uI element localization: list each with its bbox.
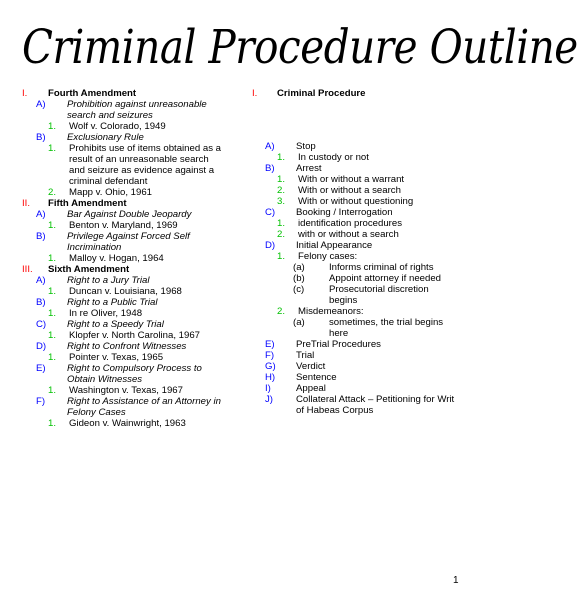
outline-marker: G) xyxy=(265,361,276,372)
outline-item: Washington v. Texas, 1967 xyxy=(69,385,183,396)
outline-marker: 1. xyxy=(277,152,286,163)
outline-item: Incrimination xyxy=(67,242,122,253)
outline-marker: H) xyxy=(265,372,276,383)
outline-marker: 1. xyxy=(48,253,57,264)
outline-item: Wolf v. Colorado, 1949 xyxy=(69,121,166,132)
outline-marker: 1. xyxy=(48,418,57,429)
outline-marker: 2. xyxy=(277,306,286,317)
outline-item: begins xyxy=(329,295,358,306)
outline-marker: (b) xyxy=(293,273,305,284)
outline-marker: 1. xyxy=(48,308,57,319)
outline-marker: 1. xyxy=(48,220,57,231)
outline-item: Right to Compulsory Process to xyxy=(67,363,202,374)
outline-item: With or without a warrant xyxy=(298,174,405,185)
outline-marker: II. xyxy=(22,198,30,209)
outline-marker: A) xyxy=(36,209,46,220)
outline-marker: I. xyxy=(252,88,258,99)
outline-item: In custody or not xyxy=(298,152,369,163)
section-heading: Fourth Amendment xyxy=(48,88,137,99)
outline-item: Felony cases: xyxy=(298,251,358,262)
outline-marker: D) xyxy=(265,240,276,251)
outline-item: of Habeas Corpus xyxy=(296,405,374,416)
outline-item: Verdict xyxy=(296,361,326,372)
outline-item: here xyxy=(329,328,349,339)
outline-item: Obtain Witnesses xyxy=(67,374,143,385)
outline-marker: 2. xyxy=(48,187,57,198)
outline-marker: B) xyxy=(265,163,275,174)
outline-item: Exclusionary Rule xyxy=(67,132,144,143)
outline-item: sometimes, the trial begins xyxy=(329,317,444,328)
outline-marker: 2. xyxy=(277,229,286,240)
outline-marker: F) xyxy=(36,396,46,407)
outline-item: Sentence xyxy=(296,372,337,383)
outline-item: Klopfer v. North Carolina, 1967 xyxy=(69,330,201,341)
outline-marker: 3. xyxy=(277,196,286,207)
outline-marker: 1. xyxy=(277,218,286,229)
outline-marker: A) xyxy=(36,99,46,110)
outline-item: PreTrial Procedures xyxy=(296,339,381,350)
document-title: Criminal Procedure Outline xyxy=(22,20,578,75)
outline-item: result of an unreasonable search xyxy=(69,154,209,165)
outline-item: Gideon v. Wainwright, 1963 xyxy=(69,418,186,429)
outline-item: identification procedures xyxy=(298,218,402,229)
outline-item: Malloy v. Hogan, 1964 xyxy=(69,253,164,264)
outline-item: Informs criminal of rights xyxy=(329,262,434,273)
outline-item: Right to a Public Trial xyxy=(67,297,158,308)
outline-marker: (a) xyxy=(293,262,305,273)
outline-marker: F) xyxy=(265,350,275,361)
outline-item: Misdemeanors: xyxy=(298,306,364,317)
outline-item: Privilege Against Forced Self xyxy=(67,231,190,242)
outline-item: Benton v. Maryland, 1969 xyxy=(69,220,178,231)
outline-item: Collateral Attack – Petitioning for Writ xyxy=(296,394,455,405)
outline-item: Mapp v. Ohio, 1961 xyxy=(69,187,153,198)
outline-marker: 1. xyxy=(48,121,57,132)
outline-marker: A) xyxy=(265,141,275,152)
outline-item: With or without a search xyxy=(298,185,401,196)
outline-item: Booking / Interrogation xyxy=(296,207,393,218)
outline-item: Prohibition against unreasonable xyxy=(67,99,207,110)
outline-marker: C) xyxy=(265,207,276,218)
outline-marker: 1. xyxy=(277,251,286,262)
outline-item: Prosecutorial discretion xyxy=(329,284,429,295)
section-heading: Sixth Amendment xyxy=(48,264,130,275)
outline-marker: J) xyxy=(265,394,273,405)
outline-marker: 1. xyxy=(48,385,57,396)
outline-marker: B) xyxy=(36,132,46,143)
outline-marker: 1. xyxy=(277,174,286,185)
outline-item: Appeal xyxy=(296,383,326,394)
outline-item: criminal defendant xyxy=(69,176,148,187)
outline-marker: C) xyxy=(36,319,47,330)
outline-marker: 1. xyxy=(48,143,57,154)
section-heading: Fifth Amendment xyxy=(48,198,127,209)
outline-item: Right to Confront Witnesses xyxy=(67,341,187,352)
outline-marker: 1. xyxy=(48,330,57,341)
outline-marker: A) xyxy=(36,275,46,286)
outline-item: Bar Against Double Jeopardy xyxy=(67,209,192,220)
outline-item: Trial xyxy=(296,350,315,361)
outline-item: Appoint attorney if needed xyxy=(329,273,442,284)
outline-marker: E) xyxy=(265,339,275,350)
outline-item: With or without questioning xyxy=(298,196,414,207)
outline-item: with or without a search xyxy=(298,229,399,240)
outline-item: Pointer v. Texas, 1965 xyxy=(69,352,164,363)
outline-marker: 1. xyxy=(48,286,57,297)
section-heading: Criminal Procedure xyxy=(277,88,366,99)
outline-marker: (a) xyxy=(293,317,305,328)
outline-marker: D) xyxy=(36,341,47,352)
outline-marker: 1. xyxy=(48,352,57,363)
outline-marker: E) xyxy=(36,363,46,374)
outline-item: and seizure as evidence against a xyxy=(69,165,215,176)
outline-item: search and seizures xyxy=(67,110,153,121)
outline-item: Right to a Jury Trial xyxy=(67,275,150,286)
outline-item: Stop xyxy=(296,141,316,152)
outline-item: Right to a Speedy Trial xyxy=(67,319,164,330)
outline-item: Initial Appearance xyxy=(296,240,373,251)
outline-item: In re Oliver, 1948 xyxy=(69,308,143,319)
outline-marker: I. xyxy=(22,88,28,99)
outline-item: Duncan v. Louisiana, 1968 xyxy=(69,286,182,297)
outline-marker: III. xyxy=(22,264,33,275)
page-number: 1 xyxy=(453,575,459,586)
outline-marker: B) xyxy=(36,231,46,242)
outline-item: Arrest xyxy=(296,163,322,174)
outline-marker: B) xyxy=(36,297,46,308)
outline-item: Prohibits use of items obtained as a xyxy=(69,143,221,154)
outline-item: Right to Assistance of an Attorney in xyxy=(67,396,221,407)
outline-item: Felony Cases xyxy=(67,407,126,418)
outline-marker: (c) xyxy=(293,284,305,295)
outline-marker: I) xyxy=(265,383,271,394)
outline-marker: 2. xyxy=(277,185,286,196)
